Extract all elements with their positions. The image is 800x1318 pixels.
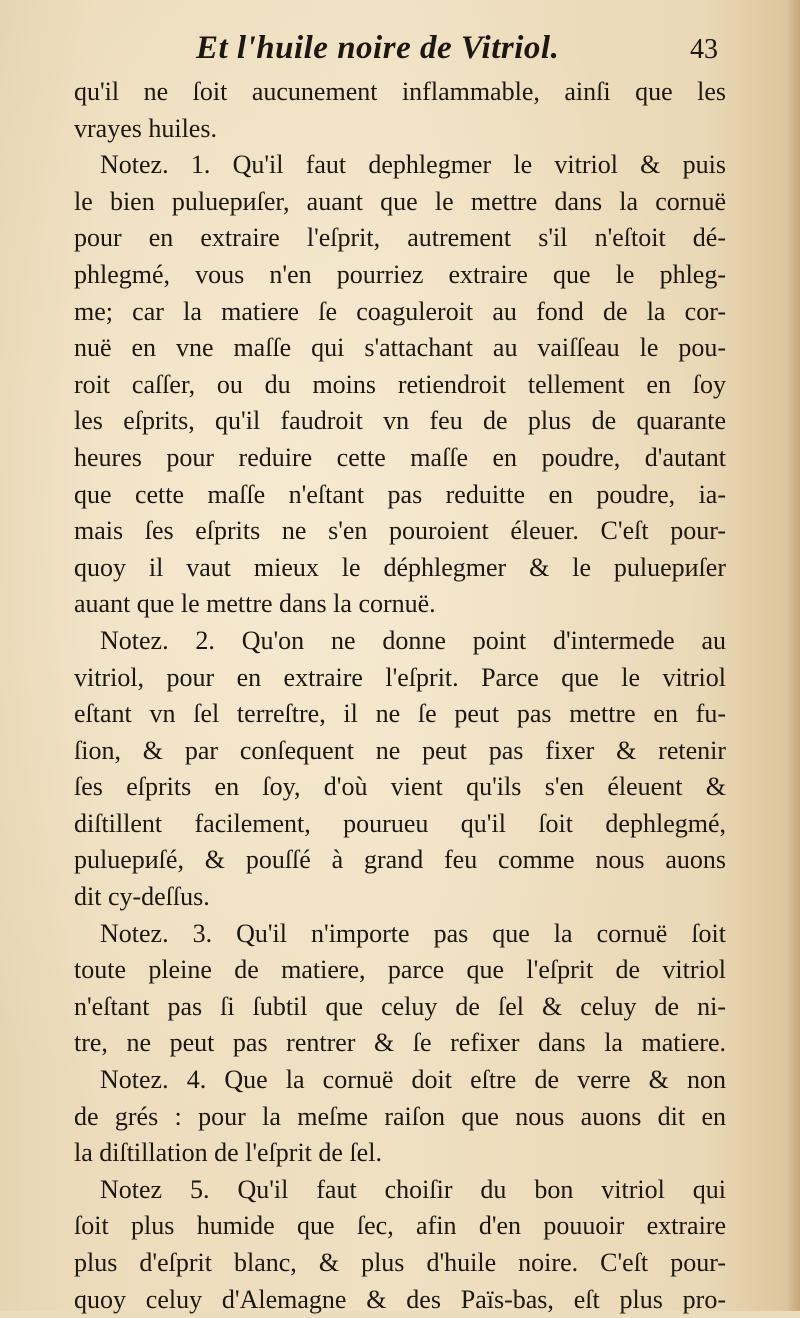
note-4-start: Notez. 4. Que la cornuë doit eſtre de verre & non: [100, 1065, 726, 1095]
text-line: vitriol, pour en extraire l'eſprit. Parce que le vitriol: [74, 662, 726, 692]
text-line: ſion, & par conſequent ne peut pas fixer & retenir: [74, 735, 726, 765]
text-line: ſes eſprits en ſoy, d'où vient qu'ils s'en éleuent &: [74, 772, 726, 802]
text-line: eſtant vn ſel terreſtre, il ne ſe peut pas mettre en fu-: [74, 699, 726, 729]
text-line: n'eſtant pas ſi ſubtil que celuy de ſel & celuy de ni-: [74, 991, 726, 1021]
text-line: qu'il ne ſoit aucunement inflammable, ainſi que les: [74, 77, 726, 106]
text-line: toute pleine de matiere, parce que l'eſprit de vitriol: [74, 955, 726, 985]
note-1-start: Notez. 1. Qu'il faut dephlegmer le vitriol & puis: [100, 150, 726, 180]
page-edge-shadow: [786, 0, 800, 1311]
text-line: pour en extraire l'eſprit, autrement s'il n'eſtoit dé-: [74, 223, 726, 253]
text-line: roit caſſer, ou du moins retiendroit tellement en ſoy: [74, 369, 726, 399]
text-line: les eſprits, qu'il faudroit vn feu de plus de quarante: [74, 406, 726, 436]
body-text: [74, 74, 726, 1318]
text-line: tre, ne peut pas rentrer & ſe refixer dans la matiere.: [74, 1028, 726, 1058]
text-line: auant que le mettre dans la cornuë.: [74, 589, 436, 619]
note-3-start: Notez. 3. Qu'il n'importe pas que la cornuë ſoit: [100, 918, 726, 948]
text-line: le bien puluериſer, auant que le mettre dans la cornuë: [74, 186, 726, 216]
running-title: Et l'huile noire de Vitriol.: [196, 30, 560, 66]
text-line: quoy celuy d'Alemagne & des Païs-bas, eſt plus pro-: [74, 1284, 726, 1314]
page-number: 43: [690, 34, 718, 65]
note-5-start: Notez 5. Qu'il faut choiſir du bon vitriol qui: [100, 1174, 726, 1204]
text-line: que cette maſſe n'eſtant pas reduitte en poudre, ia-: [74, 479, 726, 509]
text-line: de grés : pour la meſme raiſon que nous auons dit en: [74, 1101, 726, 1131]
text-line: heures pour reduire cette maſſe en poudre, d'autant: [74, 442, 726, 472]
text-line: dit cy-deſſus.: [74, 882, 210, 912]
note-2-start: Notez. 2. Qu'on ne donne point d'intermede au: [100, 625, 726, 655]
text-line: me; car la matiere ſe coaguleroit au fond de la cor-: [74, 296, 726, 326]
text-line: diſtillent facilement, pourueu qu'il ſoit dephlegmé,: [74, 808, 726, 838]
text-line: nuë en vne maſſe qui s'attachant au vaiſſeau le pou-: [74, 333, 726, 363]
text-line: ſoit plus humide que ſec, afin d'en pouuoir extraire: [74, 1211, 726, 1241]
text-line: puluериſé, & pouſſé à grand feu comme nous auons: [74, 845, 726, 875]
text-line: quoy il vaut mieux le déphlegmer & le puluериſer: [74, 552, 726, 582]
text-line: plus d'eſprit blanc, & plus d'huile noire. C'eſt pour-: [74, 1248, 726, 1277]
text-line: mais ſes eſprits ne s'en pouroient éleuer. C'eſt pour-: [74, 516, 726, 546]
text-line: vrayes huiles.: [74, 113, 217, 143]
text-line: la diſtillation de l'eſprit de ſel.: [74, 1138, 382, 1168]
text-line: phlegmé, vous n'en pourriez extraire que le phleg-: [74, 259, 726, 289]
